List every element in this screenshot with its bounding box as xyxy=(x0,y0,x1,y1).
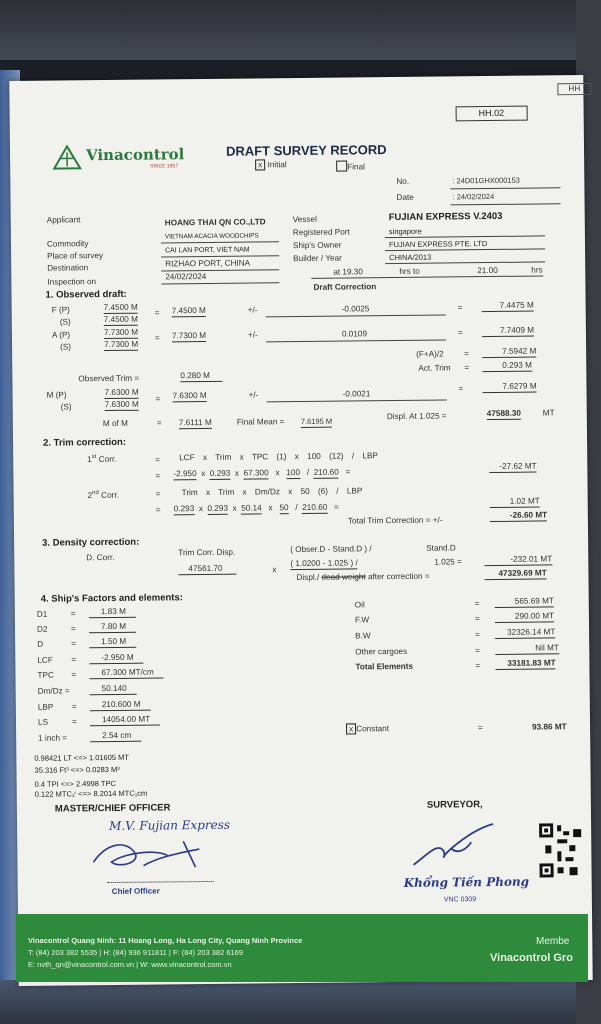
fw-value: 290.00 MT xyxy=(495,612,554,623)
factor-value: -2.950 M xyxy=(89,654,143,665)
fs-label: (S) xyxy=(59,317,71,327)
total-elements-value: 33181.83 MT xyxy=(495,659,555,670)
destination-value: RIZHAO PORT, CHINA xyxy=(165,258,251,269)
footer-member: Membe xyxy=(536,936,570,947)
displ-label: Displ. At 1.025 = xyxy=(386,411,447,422)
vessel-label: Vessel xyxy=(292,214,317,225)
fa2-value: 7.5942 M xyxy=(482,348,536,359)
conversion-2: 35.316 Ft³ <=> 0.0283 M³ xyxy=(34,764,120,775)
second-corr-label: 2nd Corr. xyxy=(87,490,119,500)
surveyor-name: Khổng Tiến Phong xyxy=(403,874,530,890)
other-cargoes-label: Other cargoes xyxy=(355,646,408,657)
draft-correction-heading: Draft Correction xyxy=(313,282,377,292)
factor-key: LCF xyxy=(37,655,53,665)
at-time: at 19.30 xyxy=(333,267,363,277)
no-value: : 24D01GHX000153 xyxy=(452,175,520,186)
place-label: Place of survey xyxy=(47,251,104,261)
footer-address: Vinacontrol Quang Ninh: 11 Hoang Long, Ha Long City, Quang Ninh Province xyxy=(28,936,303,945)
fp-value: 7.4500 M xyxy=(104,304,138,315)
ap-label: A (P) xyxy=(51,330,71,340)
pm-sign: +/- xyxy=(247,305,258,315)
trim-formula-2-values: 0.293 x 0.293 x 50.14 x 50 / 210.60 = xyxy=(173,502,339,514)
f-mean: 7.4500 M xyxy=(172,307,206,318)
chief-officer-stamp: Chief Officer xyxy=(111,886,160,897)
inspection-value: 24/02/2024 xyxy=(165,271,207,282)
equals-sign: = xyxy=(71,655,77,665)
surveyor-label: SURVEYOR, xyxy=(426,799,483,811)
factor-key: TPC xyxy=(37,670,54,680)
conversion-4: 0.122 MTC₁ʳ <=> 8.2014 MTC₁cm xyxy=(34,788,148,799)
hrs-to: hrs to xyxy=(399,266,420,276)
observed-trim-value: 0.280 M xyxy=(180,372,222,383)
date-value: : 24/02/2024 xyxy=(452,191,495,202)
d-corr-label: D. Corr. xyxy=(86,552,115,563)
density-result: -232.01 MT xyxy=(484,555,552,566)
as-label: (S) xyxy=(60,342,72,352)
factor-value: 7.80 M xyxy=(89,623,136,634)
a-result: 7.7409 M xyxy=(482,327,534,338)
total-trim-label: Total Trim Correction = +/- xyxy=(347,515,443,526)
pm-sign: +/- xyxy=(247,330,258,340)
registered-port-label: Registered Port xyxy=(292,227,350,238)
m-of-m-label: M of M xyxy=(102,418,128,429)
fa2-label: (F+A)/2 xyxy=(416,349,444,359)
a-correction: 0.0109 xyxy=(341,329,368,339)
times-sign: x xyxy=(272,565,277,575)
master-label: MASTER/CHIEF OFFICER xyxy=(54,802,171,815)
density-heading: 3. Density correction: xyxy=(42,536,140,549)
trim-formula-1-values: -2.950 x 0.293 x 67.300 x 100 / 210.60 = xyxy=(173,467,351,479)
commodity-label: Commodity xyxy=(46,239,89,249)
ships-owner-value: FUJIAN EXPRESS PTE. LTD xyxy=(388,239,488,250)
logo-name: Vinacontrol xyxy=(85,145,185,165)
fp-label: F (P) xyxy=(51,305,70,315)
m-result: 7.6279 M xyxy=(482,383,536,394)
commodity-value: VIETNAM ACACIA WOODCHIPS xyxy=(164,232,259,241)
tab-label: HH xyxy=(557,83,591,96)
builder-year-value: CHINA/2013 xyxy=(389,252,432,263)
oil-value: 565.69 MT xyxy=(495,597,554,608)
master-signature xyxy=(87,831,208,885)
conversion-1: 0.98421 LT <=> 1.01605 MT xyxy=(34,752,130,763)
equals-sign: = xyxy=(70,609,76,619)
form-code: HH.02 xyxy=(456,106,528,122)
first-corr-label: 1st Corr. xyxy=(87,454,117,464)
first-corr-result: -27.62 MT xyxy=(489,463,536,474)
f-correction: -0.0025 xyxy=(341,304,370,314)
oil-label: Oil xyxy=(354,600,365,610)
surveyor-signature xyxy=(407,820,498,876)
bw-label: B.W xyxy=(355,631,371,641)
place-value: CAI LAN PORT, VIET NAM xyxy=(165,246,250,255)
ms-value: 7.6300 M xyxy=(105,401,139,412)
factor-value: 2.54 cm xyxy=(90,732,141,743)
conversion-3: 0.4 TPI <=> 2.4998 TPC xyxy=(34,778,116,789)
equals-sign: = xyxy=(71,717,77,727)
master-stamp: M.V. Fujian Express xyxy=(109,817,231,834)
factor-key: LS xyxy=(37,717,49,727)
a-mean: 7.7300 M xyxy=(172,332,206,343)
trim-corr-disp-label: Trim Corr. Disp. xyxy=(178,547,236,558)
fs-value: 7.4500 M xyxy=(104,316,138,327)
inspection-label: Inspection on xyxy=(47,277,97,287)
displ-value: 47588.30 xyxy=(487,410,521,421)
document-footer xyxy=(16,914,588,982)
vinacontrol-logo-icon xyxy=(52,144,82,170)
qr-code-icon xyxy=(539,823,584,881)
trim-formula-2-header: Trim x Trim x Dm/Dz x 50 (6) / LBP xyxy=(181,486,363,498)
factor-key: D2 xyxy=(36,624,48,634)
hrs-unit: hrs xyxy=(531,265,543,275)
surveyor-code: VNC 0309 xyxy=(443,896,477,904)
after-correction-value: 47329.69 MT xyxy=(484,569,546,580)
total-trim-value: -26.60 MT xyxy=(490,511,547,522)
builder-year-label: Builder / Year xyxy=(293,253,342,264)
ships-owner-label: Ship's Owner xyxy=(292,240,342,251)
factor-value: 210.600 M xyxy=(90,701,151,712)
constant-value: 93.86 MT xyxy=(532,722,567,732)
density-formula-values: ( 1.0200 - 1.025 ) / xyxy=(290,559,357,570)
other-cargoes-value: Nil MT xyxy=(495,644,559,655)
fw-label: F.W xyxy=(354,615,370,625)
date-label: Date xyxy=(396,192,414,202)
second-corr-result: 1.02 MT xyxy=(490,497,540,508)
final-mean-value: 7.6195 M xyxy=(300,416,333,426)
footer-email-web: E: nvth_qn@vinacontrol.com.vn | W: www.vinacontrol.com.vn xyxy=(28,960,232,969)
constant-checkbox: x Constant xyxy=(346,725,389,734)
factor-key: D xyxy=(37,639,44,649)
displ-unit: MT xyxy=(542,408,555,418)
f-result: 7.4475 M xyxy=(482,302,534,313)
m-of-m-value: 7.6111 M xyxy=(179,419,212,430)
factor-key: LBP xyxy=(37,702,54,712)
checkbox-initial: x Initial xyxy=(255,161,287,170)
factor-value: 14054.00 MT xyxy=(90,715,160,726)
density-formula-header: ( Obser.D - Stand.D ) / xyxy=(290,544,372,555)
ap-value: 7.7300 M xyxy=(104,329,138,340)
applicant-value: HOANG THAI QN CO.,LTD xyxy=(164,217,266,228)
factor-key: 1 inch = xyxy=(38,733,68,743)
factors-heading: 4. Ship's Factors and elements: xyxy=(40,592,183,605)
destination-label: Destination xyxy=(47,263,89,273)
no-label: No. xyxy=(396,176,410,186)
factor-value: 67.300 MT/cm xyxy=(89,668,163,679)
mp-label: M (P) xyxy=(46,390,67,400)
after-correction-label: Displ./ dead weight after correction = xyxy=(296,571,430,583)
registered-port-value: singapore xyxy=(388,226,422,237)
equals-sign: = xyxy=(70,624,76,634)
as-value: 7.7300 M xyxy=(104,341,138,352)
trim-corr-disp-value: 47561.70 xyxy=(178,565,236,576)
document-title: DRAFT SURVEY RECORD xyxy=(225,142,387,159)
footer-group: Vinacontrol Gro xyxy=(490,952,573,964)
to-time: 21.00 xyxy=(477,265,498,276)
footer-phones: T: (84) 203 382 5535 | H: (84) 936 911811 | F: (84) 203 382 6169 xyxy=(28,948,244,957)
survey-document: HH HH.02 Vinacontrol SINCE 1957 DRAFT SURVEY RECORD x Initial Final No. : 24D01GHX000153 Date : 24/02/2024 Applicant Commodity Place of survey Destination Inspection on HOANG THAI QN CO.,LTD VIETNAM ACACIA WOODCHIPS CAI LAN PORT, VIET NAM RIZHAO PORT, CHINA 24/02/2024 Vessel Registered Port Ship's Owner Builder / Year FUJIAN EXPRESS V.2403 singapore FUJIAN EXPRESS PTE. LTD CHINA/2013 at 19.30 hrs to 21.00 hrs Draft Correction 1. Observed draft: F (P) (S) A (P) (S) 7.4500 M 7.4500 M 7.7300 M 7.7300 M = = 7.4500 M 7.7300 M +/- +/- -0.0025 0.0109 = = 7.4475 M 7.7409 M (F+A)/2 = 7.5942 M Observed Trim = 0.280 M Act. Trim = 0.293 M M (P) (S) 7.6300 M 7.6300 M = 7.6300 M +/- -0.0021 = 7.6279 M M of M = 7.6111 M Final Mean = 7.6195 M Displ. At 1.025 = 47588.30 MT 2. Trim correction: 1st Corr. = = LCF x Trim x TPC (1) x 100 (12) / LBP -2.950 x 0.293 x 67.300 x 100 / 210.60 = -27.62 MT 2nd Corr. = = Trim x Trim x Dm/Dz x 50 (6) / LBP 0.293 x 0.293 x 50.14 x 50 / 210.60 = 1.02 MT Total Trim Correction = +/- -26.60 MT 3. Density correction: D. Corr. Trim Corr. Disp. 47561.70 x ( Obser.D - Stand.D ) / Stand.D ( 1.0200 - 1.025 ) / 1.025 = -232.01 MT Displ./ dead weight after correction = 47329.69 MT 4. Ship's Factors and elements: D1 = 1.83 M D2 = 7.80 M D = 1.50 M LCF = -2.950 M TPC = 67.300 MT/cm Dm/Dz = 50.140 LBP = 210.600 M LS = 14054.00 MT 1 inch = 2.54 cm 0.98421 LT <=> 1.01605 MT 35.316 Ft³ <=> 0.0283 M³ 0.4 TPI <=> 2.4998 TPC 0.122 MTC₁ʳ <=> 8.2014 MTC₁cm Oil F.W B.W Other cargoes Total Elements = = = = = 565.69 MT 290.00 MT 32326.14 MT Nil MT 33181.83 MT x Constant = 93.86 MT MASTER/CHIEF OFFICER M.V. Fujian Express Chief Officer SURVEYOR, Khổng Tiến Phong VNC 0309 xyxy=(9,75,592,986)
trim-formula-1-header: LCF x Trim x TPC (1) x 100 (12) / LBP xyxy=(179,451,378,463)
equals-sign: = xyxy=(71,702,77,712)
stand-d-value: 1.025 = xyxy=(434,557,462,567)
observed-draft-heading: 1. Observed draft: xyxy=(45,288,127,301)
m-correction: -0.0021 xyxy=(342,389,371,399)
vessel-value: FUJIAN EXPRESS V.2403 xyxy=(388,210,503,224)
factor-key: Dm/Dz = xyxy=(37,686,70,696)
factor-value: 1.50 M xyxy=(89,638,136,649)
act-trim-label: Act. Trim xyxy=(418,363,451,373)
ms-label: (S) xyxy=(60,402,72,412)
mp-value: 7.6300 M xyxy=(105,389,139,400)
total-elements-label: Total Elements xyxy=(355,661,414,672)
m-mean: 7.6300 M xyxy=(173,392,207,403)
pm-sign: +/- xyxy=(248,390,259,400)
checkbox-final: Final xyxy=(336,160,365,172)
stand-d-header: Stand.D xyxy=(426,543,456,553)
bw-value: 32326.14 MT xyxy=(495,628,555,639)
applicant-label: Applicant xyxy=(46,215,81,225)
observed-trim-label: Observed Trim = xyxy=(78,373,140,384)
equals-sign: = xyxy=(71,639,77,649)
act-trim-value: 0.293 M xyxy=(482,362,532,373)
factor-value: 50.140 xyxy=(90,685,137,696)
trim-correction-heading: 2. Trim correction: xyxy=(43,436,127,449)
final-mean-label: Final Mean = xyxy=(236,417,285,427)
equals-sign: = xyxy=(71,670,77,680)
factor-value: 1.83 M xyxy=(89,608,136,619)
logo-since: SINCE 1957 xyxy=(150,163,179,170)
factor-key: D1 xyxy=(36,609,48,619)
